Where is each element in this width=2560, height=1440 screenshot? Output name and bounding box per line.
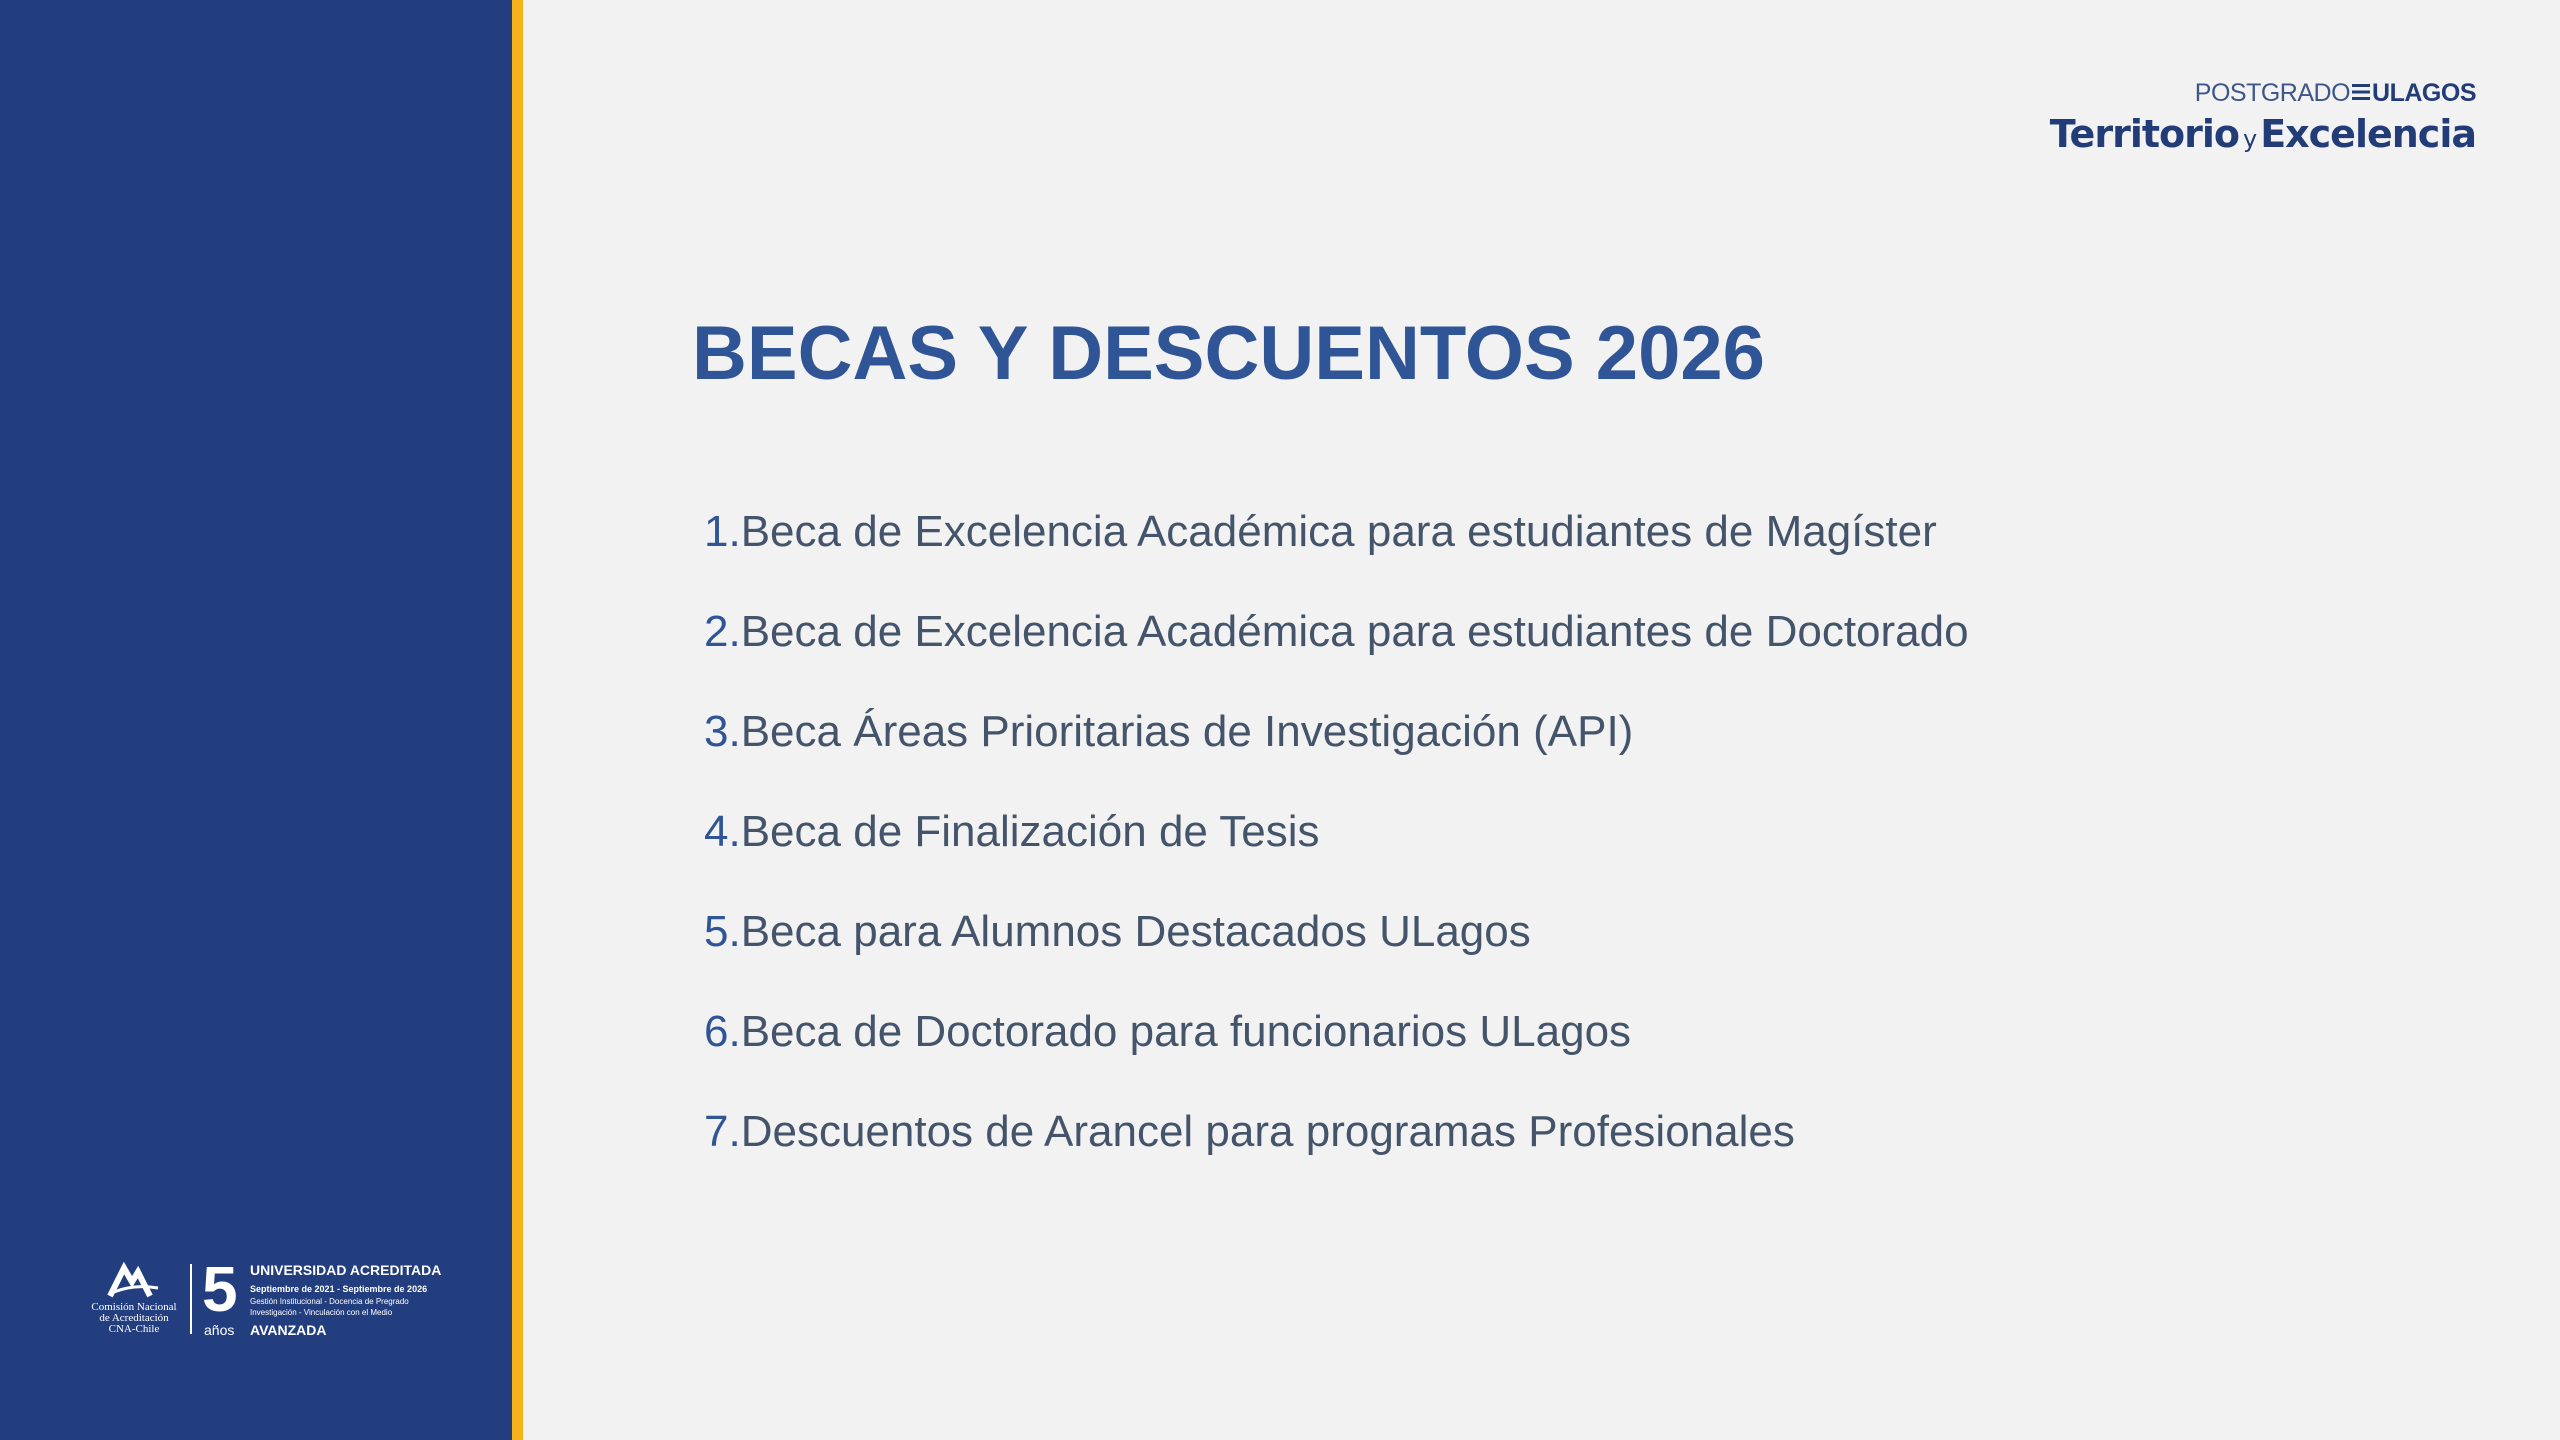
item-number: 3. <box>704 707 741 756</box>
item-text: Beca de Finalización de Tesis <box>740 807 1320 856</box>
item-text: Beca de Doctorado para funcionarios ULagos <box>740 1007 1632 1056</box>
list-item <box>704 1000 1969 1100</box>
accreditation-areas <box>250 1296 409 1318</box>
brand-excelencia-text: Excelencia <box>2260 112 2476 156</box>
list-item <box>704 600 1969 700</box>
item-text: Descuentos de Arancel para programas Profesionales <box>740 1107 1795 1156</box>
accreditation-areas-line2: Investigación - Vinculación con el Medio <box>250 1308 393 1317</box>
item-text: Beca de Excelencia Académica para estudiantes de Magíster <box>740 507 1937 556</box>
cna-org-line3: CNA-Chile <box>108 1323 160 1335</box>
list-item <box>704 700 1969 800</box>
item-text: Beca para Alumnos Destacados ULagos <box>740 907 1531 956</box>
cna-org-line1: Comisión Nacional <box>91 1301 177 1313</box>
accreditation-areas-line1: Gestión Institucional - Docencia de Pregrado <box>250 1297 409 1306</box>
item-text: Beca de Excelencia Académica para estudiantes de Doctorado <box>740 607 1969 656</box>
accreditation-years: 5 <box>202 1253 238 1325</box>
badge-divider <box>190 1264 192 1334</box>
item-text: Beca Áreas Prioritarias de Investigación (API) <box>740 707 1634 756</box>
slide-title: BECAS Y DESCUENTOS 2026 <box>692 311 1765 396</box>
list-item <box>704 900 1969 1000</box>
brand-ulagos-text: ULAGOS <box>2372 79 2476 107</box>
item-number: 5. <box>704 907 741 956</box>
accreditation-years-label: años <box>204 1322 235 1338</box>
list-item <box>704 1100 1969 1200</box>
accreditation-dates: Septiembre de 2021 - Septiembre de 2026 <box>250 1284 428 1294</box>
cna-org-line2: de Acreditación <box>99 1312 169 1324</box>
item-number: 1. <box>704 507 741 556</box>
bars-icon <box>2352 83 2370 101</box>
cna-mark-icon <box>104 1262 164 1302</box>
item-number: 2. <box>704 607 741 656</box>
sidebar-panel <box>0 0 512 1440</box>
accent-stripe <box>512 0 523 1440</box>
item-number: 4. <box>704 807 741 856</box>
brand-subtitle <box>2050 78 2476 108</box>
accreditation-badge <box>86 1253 446 1338</box>
cna-logo <box>86 1262 182 1335</box>
brand-postgrado-text: POSTGRADO <box>2194 79 2351 107</box>
brand-logo <box>2050 78 2476 161</box>
brand-y-text: y <box>2242 125 2257 153</box>
brand-tagline <box>2050 112 2476 161</box>
brand-territorio-text: Territorio <box>2049 112 2239 156</box>
item-number: 6. <box>704 1007 741 1056</box>
accreditation-title: UNIVERSIDAD ACREDITADA <box>250 1262 442 1278</box>
list-item <box>704 800 1969 900</box>
accreditation-level: AVANZADA <box>250 1322 327 1338</box>
becas-list <box>704 500 1969 1200</box>
list-item <box>704 500 1969 600</box>
item-number: 7. <box>704 1107 741 1156</box>
